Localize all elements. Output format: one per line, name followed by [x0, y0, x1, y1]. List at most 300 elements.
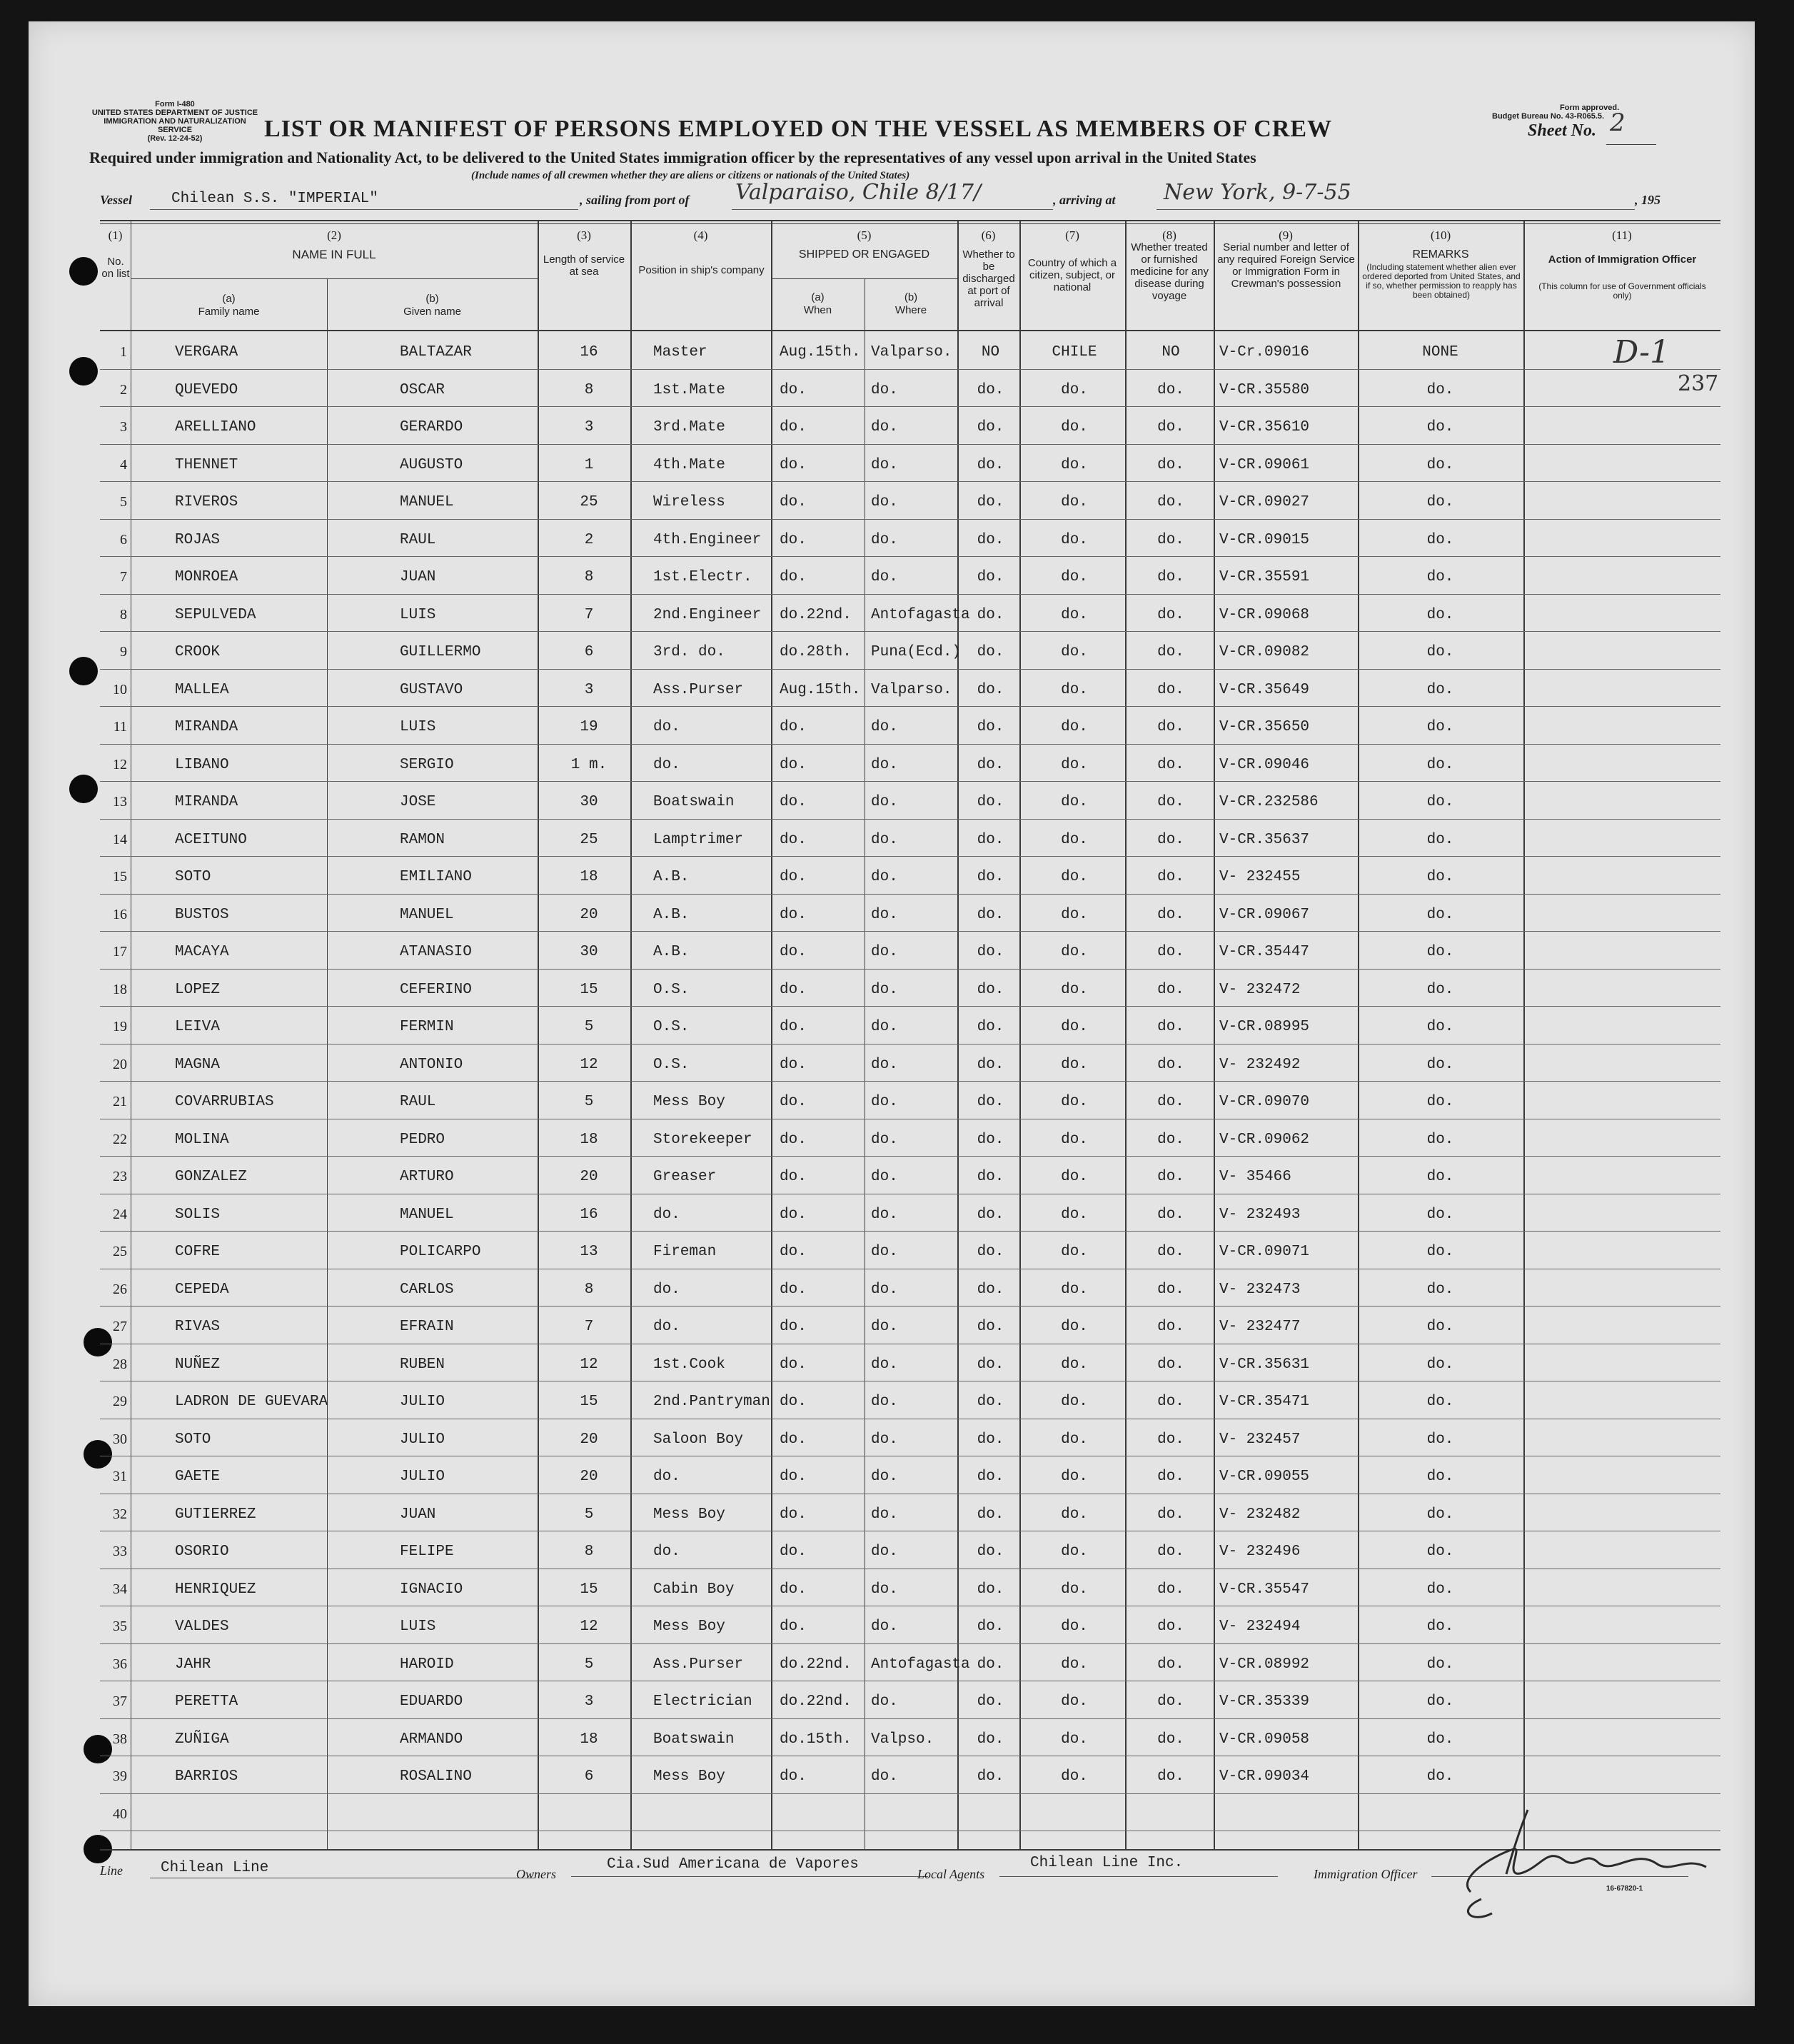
position-cell: Mess Boy	[653, 1768, 725, 1785]
remarks-cell: do.	[1426, 531, 1454, 548]
when-letter: (a)	[811, 291, 825, 303]
col-num-11: (11)	[1612, 228, 1632, 242]
row-number: 37	[113, 1693, 127, 1709]
country-cell: do.	[1061, 419, 1088, 436]
serial-cell: V-CR.09027	[1219, 494, 1310, 510]
col-sep	[771, 221, 772, 1849]
row-number: 17	[113, 944, 127, 960]
col-num-10: (10)	[1430, 228, 1451, 242]
medicine-cell: do.	[1157, 456, 1184, 473]
punch-hole	[69, 357, 98, 386]
position-cell: do.	[653, 1281, 680, 1298]
remarks-cell: do.	[1426, 1618, 1454, 1635]
country-cell: do.	[1061, 1394, 1088, 1410]
serial-cell: V-CR.09046	[1219, 756, 1310, 773]
family-name-cell: SEPULVEDA	[175, 606, 256, 623]
action-header: Action of Immigration Officer	[1548, 253, 1697, 266]
where-cell: do.	[871, 1206, 898, 1223]
position-cell: Wireless	[653, 494, 725, 510]
row-divider	[100, 444, 1720, 445]
where-cell: Valpso.	[871, 1731, 934, 1748]
length-cell: 5	[584, 1656, 594, 1673]
country-cell: do.	[1061, 981, 1088, 998]
medicine-cell: do.	[1157, 756, 1184, 773]
serial-cell: V- 232492	[1219, 1056, 1301, 1073]
remarks-header: REMARKS	[1412, 248, 1469, 261]
position-cell: A.B.	[653, 906, 690, 923]
discharged-cell: do.	[977, 494, 1004, 510]
given-name-cell: LUIS	[400, 1618, 436, 1635]
medicine-cell: do.	[1157, 1056, 1184, 1073]
row-number: 14	[113, 831, 127, 847]
country-cell: do.	[1061, 719, 1088, 735]
when-cell: Aug.15th.	[780, 681, 861, 698]
given-name-cell: CARLOS	[400, 1281, 454, 1298]
where-cell: do.	[871, 1019, 898, 1035]
row-number: 15	[113, 869, 127, 885]
position-cell: Ass.Purser	[653, 1656, 744, 1673]
given-name-cell: POLICARPO	[400, 1244, 481, 1260]
discharged-cell: do.	[977, 1506, 1004, 1523]
when-cell: do.	[780, 906, 807, 923]
form-id-block	[86, 100, 264, 143]
given-name-cell: IGNACIO	[400, 1581, 463, 1598]
where-cell: do.	[871, 981, 898, 998]
length-cell: 1 m.	[570, 756, 608, 773]
given-name-cell: LUIS	[400, 719, 436, 735]
family-name-cell: VALDES	[175, 1618, 229, 1635]
medicine-cell: do.	[1157, 606, 1184, 623]
given-name-cell: MANUEL	[400, 1206, 454, 1223]
officer-label: Immigration Officer	[1314, 1867, 1418, 1881]
given-name-cell: CEFERINO	[400, 981, 472, 998]
country-cell: do.	[1061, 381, 1088, 398]
row-number: 12	[113, 756, 127, 772]
position-cell: Lamptrimer	[653, 831, 744, 848]
country-cell: do.	[1061, 1731, 1088, 1748]
remarks-cell: do.	[1426, 1431, 1454, 1448]
family-name-cell: MONROEA	[175, 569, 238, 585]
length-cell: 30	[580, 944, 598, 960]
row-divider	[100, 1231, 1720, 1232]
serial-cell: V-CR.09071	[1219, 1244, 1310, 1260]
officer-signature	[1349, 1806, 1720, 1928]
col-sep	[327, 278, 328, 1849]
where-cell: do.	[871, 906, 898, 923]
family-name-header: Family name	[198, 306, 260, 318]
row-number: 36	[113, 1656, 127, 1672]
action-annotation-237: 237	[1678, 371, 1719, 396]
serial-cell: V-CR.35547	[1219, 1581, 1310, 1598]
shipped-subheader-line	[771, 278, 957, 279]
medicine-cell: do.	[1157, 1618, 1184, 1635]
length-cell: 15	[580, 981, 598, 998]
remarks-cell: do.	[1426, 681, 1454, 698]
family-name-cell: OSORIO	[175, 1544, 229, 1560]
length-cell: 18	[580, 1731, 598, 1748]
length-cell: 8	[584, 1281, 594, 1298]
serial-cell: V-CR.35637	[1219, 831, 1310, 848]
position-cell: Boatswain	[653, 1731, 735, 1748]
discharged-cell: do.	[977, 1618, 1004, 1635]
vessel-label: Vessel	[100, 193, 132, 207]
row-divider	[100, 969, 1720, 970]
discharged-cell: do.	[977, 1731, 1004, 1748]
medicine-cell: do.	[1157, 419, 1184, 436]
given-name-cell: RAUL	[400, 1094, 436, 1110]
given-name-cell: ANTONIO	[400, 1056, 463, 1073]
position-cell: Mess Boy	[653, 1618, 725, 1635]
col-num-8: (8)	[1162, 228, 1176, 242]
no-on-list-header: No. on list	[101, 256, 130, 280]
when-cell: do.	[780, 1506, 807, 1523]
row-number: 28	[113, 1356, 127, 1372]
arriving-label: , arriving at	[1053, 193, 1116, 207]
where-cell: do.	[871, 1356, 898, 1373]
medicine-cell: do.	[1157, 1431, 1184, 1448]
medicine-cell: do.	[1157, 1244, 1184, 1260]
serial-cell: V-CR.09070	[1219, 1094, 1310, 1110]
length-cell: 30	[580, 794, 598, 810]
required-statement: Required under immigration and Nationality Act, to be delivered to the United States immigration officer by the representatives of any vessel upon arrival in the United States	[89, 148, 1256, 166]
where-cell: do.	[871, 869, 898, 885]
when-cell: do.	[780, 1469, 807, 1485]
remarks-cell: do.	[1426, 606, 1454, 623]
length-cell: 20	[580, 1169, 598, 1185]
agents-underline	[999, 1876, 1278, 1877]
given-name-cell: ROSALINO	[400, 1768, 472, 1785]
family-name-cell: LEIVA	[175, 1019, 221, 1035]
serial-cell: V-CR.09062	[1219, 1131, 1310, 1148]
position-cell: Fireman	[653, 1244, 717, 1260]
row-number: 6	[120, 531, 127, 548]
family-name-cell: GUTIERREZ	[175, 1506, 256, 1523]
serial-cell: V- 232494	[1219, 1618, 1301, 1635]
row-number: 27	[113, 1319, 127, 1334]
row-number: 3	[120, 419, 127, 435]
medicine-cell: do.	[1157, 831, 1184, 848]
length-cell: 20	[580, 1469, 598, 1485]
serial-cell: V-CR.35447	[1219, 944, 1310, 960]
position-cell: do.	[653, 1206, 680, 1223]
length-cell: 5	[584, 1019, 594, 1035]
position-cell: A.B.	[653, 869, 690, 885]
position-cell: do.	[653, 1544, 680, 1560]
serial-cell: V-CR.232586	[1219, 794, 1319, 810]
country-cell: do.	[1061, 869, 1088, 885]
country-header: Country of which a citizen, subject, or national	[1027, 257, 1117, 293]
remarks-cell: do.	[1426, 1506, 1454, 1523]
discharged-header: Whether to be discharged at port of arrival	[962, 248, 1015, 309]
position-cell: Ass.Purser	[653, 681, 744, 698]
given-name-header: Given name	[403, 306, 461, 318]
discharged-cell: do.	[977, 831, 1004, 848]
given-name-cell: EMILIANO	[400, 869, 472, 885]
given-name-cell: EFRAIN	[400, 1319, 454, 1335]
length-cell: 15	[580, 1581, 598, 1598]
position-cell: O.S.	[653, 1019, 690, 1035]
row-divider	[100, 1643, 1720, 1644]
country-cell: do.	[1061, 1431, 1088, 1448]
discharged-cell: do.	[977, 1544, 1004, 1560]
row-number: 20	[113, 1056, 127, 1072]
serial-cell: V- 232496	[1219, 1544, 1301, 1560]
family-name-cell: COVARRUBIAS	[175, 1094, 274, 1110]
country-cell: do.	[1061, 1469, 1088, 1485]
when-cell: do.	[780, 1394, 807, 1410]
length-cell: 8	[584, 569, 594, 585]
position-cell: 2nd.Engineer	[653, 606, 762, 623]
col-sep	[630, 221, 632, 1849]
remarks-cell: do.	[1426, 1169, 1454, 1185]
family-name-cell: COFRE	[175, 1244, 221, 1260]
line-label: Line	[100, 1863, 124, 1878]
medicine-cell: do.	[1157, 1394, 1184, 1410]
where-cell: Valparso.	[871, 681, 952, 698]
remarks-cell: do.	[1426, 381, 1454, 398]
position-cell: Greaser	[653, 1169, 717, 1185]
family-name-cell: HENRIQUEZ	[175, 1581, 256, 1598]
family-name-cell: MALLEA	[175, 681, 229, 698]
remarks-cell: do.	[1426, 1469, 1454, 1485]
serial-cell: V-CR.35650	[1219, 719, 1310, 735]
remarks-cell: do.	[1426, 794, 1454, 810]
where-cell: do.	[871, 719, 898, 735]
family-name-cell: LOPEZ	[175, 981, 221, 998]
medicine-cell: do.	[1157, 719, 1184, 735]
discharged-cell: do.	[977, 1768, 1004, 1785]
when-cell: do.	[780, 794, 807, 810]
length-cell: 19	[580, 719, 598, 735]
given-name-cell: SERGIO	[400, 756, 454, 773]
serial-cell: V-CR.35591	[1219, 569, 1310, 585]
country-cell: do.	[1061, 794, 1088, 810]
serial-cell: V-CR.35610	[1219, 419, 1310, 436]
country-cell: do.	[1061, 569, 1088, 585]
when-cell: do.	[780, 1281, 807, 1298]
length-header: Length of service at sea	[543, 253, 625, 278]
country-cell: do.	[1061, 681, 1088, 698]
where-header: Where	[895, 304, 927, 316]
discharged-cell: do.	[977, 1131, 1004, 1148]
when-cell: do.	[780, 1094, 807, 1110]
family-name-cell: JAHR	[175, 1656, 211, 1673]
row-divider	[100, 1718, 1720, 1719]
remarks-cell: do.	[1426, 1581, 1454, 1598]
when-cell: do.28th.	[780, 644, 852, 660]
discharged-cell: do.	[977, 1656, 1004, 1673]
length-cell: 6	[584, 1768, 594, 1785]
when-cell: do.	[780, 419, 807, 436]
col-sep	[1019, 221, 1021, 1849]
serial-cell: V-CR.09082	[1219, 644, 1310, 660]
length-cell: 6	[584, 644, 594, 660]
family-name-cell: GONZALEZ	[175, 1169, 247, 1185]
length-cell: 25	[580, 494, 598, 510]
position-cell: Saloon Boy	[653, 1431, 744, 1448]
remarks-cell: do.	[1426, 456, 1454, 473]
name-subheader-line	[131, 278, 538, 279]
family-letter: (a)	[222, 293, 236, 305]
col-sep	[1358, 221, 1359, 1849]
remarks-cell: do.	[1426, 1131, 1454, 1148]
given-name-cell: ARTURO	[400, 1169, 454, 1185]
when-cell: do.	[780, 569, 807, 585]
remarks-cell: do.	[1426, 1656, 1454, 1673]
row-number: 25	[113, 1244, 127, 1259]
row-number: 19	[113, 1019, 127, 1034]
when-cell: do.	[780, 494, 807, 510]
position-cell: 3rd. do.	[653, 644, 725, 660]
length-cell: 12	[580, 1056, 598, 1073]
remarks-cell: do.	[1426, 1544, 1454, 1560]
given-name-cell: JUAN	[400, 569, 436, 585]
row-divider	[100, 894, 1720, 895]
sheet-no-line	[1606, 144, 1656, 145]
discharged-cell: do.	[977, 1094, 1004, 1110]
serial-cell: V-CR.09055	[1219, 1469, 1310, 1485]
length-cell: 20	[580, 906, 598, 923]
family-name-cell: ROJAS	[175, 531, 221, 548]
when-cell: do.15th.	[780, 1731, 852, 1748]
budget-bureau: Budget Bureau No. 43-R065.5.	[1492, 112, 1605, 121]
medicine-cell: do.	[1157, 869, 1184, 885]
medicine-cell: do.	[1157, 1544, 1184, 1560]
serial-cell: V- 232472	[1219, 981, 1301, 998]
serial-cell: V- 232457	[1219, 1431, 1301, 1448]
sheet-no: 2	[1610, 109, 1626, 137]
where-cell: do.	[871, 794, 898, 810]
remarks-cell: do.	[1426, 831, 1454, 848]
remarks-cell: do.	[1426, 1356, 1454, 1373]
where-cell: do.	[871, 494, 898, 510]
when-cell: Aug.15th.	[780, 344, 861, 361]
serial-cell: V-CR.09067	[1219, 906, 1310, 923]
owners-value: Cia.Sud Americana de Vapores	[607, 1856, 859, 1873]
medicine-header: Whether treated or furnished medicine for any disease during voyage	[1129, 241, 1209, 302]
where-cell: do.	[871, 1244, 898, 1260]
length-cell: 3	[584, 1693, 594, 1710]
given-name-cell: AUGUSTO	[400, 456, 463, 473]
department: UNITED STATES DEPARTMENT OF JUSTICE	[91, 109, 258, 117]
when-cell: do.	[780, 981, 807, 998]
remarks-cell: do.	[1426, 906, 1454, 923]
country-cell: do.	[1061, 644, 1088, 660]
row-number: 5	[120, 494, 127, 510]
position-cell: Master	[653, 344, 707, 361]
medicine-cell: do.	[1157, 1094, 1184, 1110]
length-cell: 18	[580, 869, 598, 885]
row-number: 24	[113, 1206, 127, 1222]
length-cell: 16	[580, 344, 598, 361]
when-cell: do.	[780, 944, 807, 960]
serial-cell: V-CR.35580	[1219, 381, 1310, 398]
row-divider	[100, 556, 1720, 557]
family-name-cell: ARELLIANO	[175, 419, 256, 436]
family-name-cell: PERETTA	[175, 1693, 238, 1710]
table-top-border	[100, 220, 1720, 221]
family-name-cell: SOTO	[175, 869, 211, 885]
when-cell: do.	[780, 1431, 807, 1448]
arriving-at: New York, 9-7-55	[1164, 180, 1351, 205]
given-name-cell: MANUEL	[400, 906, 454, 923]
discharged-cell: do.	[977, 456, 1004, 473]
where-cell: do.	[871, 1394, 898, 1410]
remarks-cell: do.	[1426, 756, 1454, 773]
serial-cell: V-Cr.09016	[1219, 344, 1310, 361]
where-cell: do.	[871, 1506, 898, 1523]
family-name-cell: LIBANO	[175, 756, 229, 773]
family-name-cell: LADRON DE GUEVARA	[175, 1394, 328, 1410]
position-cell: O.S.	[653, 981, 690, 998]
position-cell: Electrician	[653, 1693, 752, 1710]
where-cell: do.	[871, 569, 898, 585]
medicine-cell: do.	[1157, 1319, 1184, 1335]
discharged-cell: do.	[977, 756, 1004, 773]
length-cell: 2	[584, 531, 594, 548]
serial-cell: V-CR.09034	[1219, 1768, 1310, 1785]
where-cell: do.	[871, 1169, 898, 1185]
row-number: 39	[113, 1768, 127, 1784]
given-name-cell: JULIO	[400, 1469, 445, 1485]
discharged-cell: do.	[977, 944, 1004, 960]
row-divider	[100, 1006, 1720, 1007]
discharged-cell: do.	[977, 569, 1004, 585]
given-name-cell: LUIS	[400, 606, 436, 623]
col-num-1: (1)	[108, 228, 123, 242]
serial-cell: V- 232482	[1219, 1506, 1301, 1523]
given-name-cell: MANUEL	[400, 494, 454, 510]
medicine-cell: NO	[1161, 344, 1180, 361]
family-name-cell: BARRIOS	[175, 1768, 238, 1785]
row-number: 18	[113, 981, 127, 997]
row-divider	[100, 1793, 1720, 1794]
serial-cell: V-CR.35649	[1219, 681, 1310, 698]
family-name-cell: RIVAS	[175, 1319, 221, 1335]
discharged-cell: do.	[977, 644, 1004, 660]
length-cell: 7	[584, 1319, 594, 1335]
length-cell: 7	[584, 606, 594, 623]
medicine-cell: do.	[1157, 1731, 1184, 1748]
family-name-cell: MACAYA	[175, 944, 229, 960]
length-cell: 3	[584, 681, 594, 698]
given-name-cell: RUBEN	[400, 1356, 445, 1373]
vessel-name: Chilean S.S. "IMPERIAL"	[171, 191, 378, 207]
family-name-cell: MIRANDA	[175, 719, 238, 735]
given-name-cell: EDUARDO	[400, 1693, 463, 1710]
discharged-cell: do.	[977, 606, 1004, 623]
length-cell: 18	[580, 1131, 598, 1148]
medicine-cell: do.	[1157, 381, 1184, 398]
row-divider	[100, 819, 1720, 820]
row-number: 38	[113, 1731, 127, 1747]
row-divider	[100, 781, 1720, 782]
row-divider	[100, 744, 1720, 745]
where-cell: do.	[871, 1431, 898, 1448]
discharged-cell: do.	[977, 1319, 1004, 1335]
remarks-cell: do.	[1426, 869, 1454, 885]
when-cell: do.	[780, 1206, 807, 1223]
position-cell: 3rd.Mate	[653, 419, 725, 436]
discharged-cell: do.	[977, 1394, 1004, 1410]
length-cell: 20	[580, 1431, 598, 1448]
position-header: Position in ship's company	[638, 264, 765, 276]
row-number: 1	[120, 344, 127, 360]
row-divider	[100, 1156, 1720, 1157]
action-note: (This column for use of Government officials only)	[1538, 281, 1706, 301]
discharged-cell: NO	[981, 344, 1000, 361]
given-name-cell: RAUL	[400, 531, 436, 548]
